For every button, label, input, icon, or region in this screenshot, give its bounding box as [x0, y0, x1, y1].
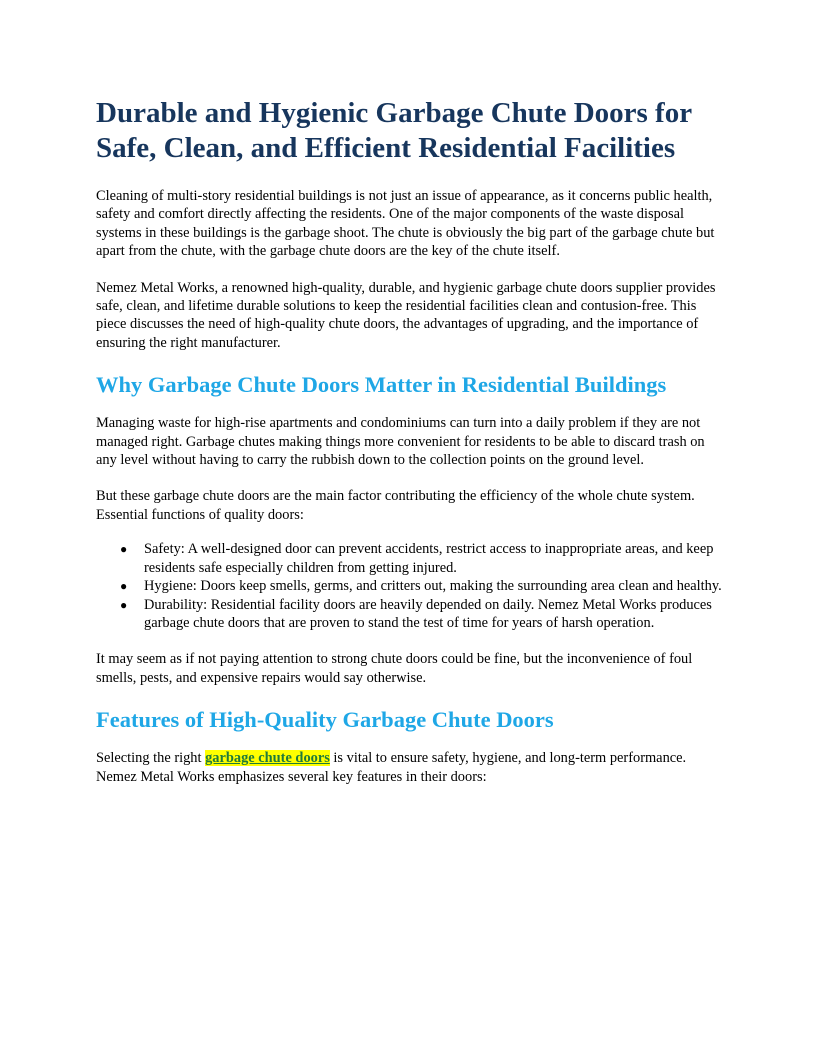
features-text-before-link: Selecting the right: [96, 750, 206, 767]
section-heading-features: Features of High-Quality Garbage Chute Doors: [96, 707, 554, 733]
why-paragraph-3: It may seem as if not paying attention to strong chute doors could be fine, but the inconvenience of foul smells, pests, and expensive repairs would say otherwise.: [96, 651, 693, 686]
section-heading-why: Why Garbage Chute Doors Matter in Residential Buildings: [96, 372, 667, 398]
bullet-icon: ●: [120, 597, 128, 612]
bullet-text-safety: Safety: A well-designed door can prevent accidents, restrict access to inappropriate areas, and keep residents safe especially children from getting injured.: [144, 541, 714, 576]
bullet-text-durability: Durability: Residential facility doors are heavily depended on daily. Nemez Metal Works produces garbage chute doors that are proven to stand the test of time for years of harsh operation.: [144, 596, 712, 631]
page-title: Durable and Hygienic Garbage Chute Doors for Safe, Clean, and Efficient Residential Facilities: [96, 97, 692, 164]
functions-list: [96, 540, 722, 632]
document-page: [96, 96, 722, 786]
bullet-icon: ●: [120, 579, 128, 594]
garbage-chute-doors-link[interactable]: garbage chute doors: [205, 750, 330, 767]
list-item: [96, 577, 722, 595]
intro-paragraph-2: Nemez Metal Works, a renowned high-quality, durable, and hygienic garbage chute doors supplier provides safe, clean, and lifetime durable solutions to keep the residential facilities clean and contusion-free. This piece discusses the need of high-quality chute doors, the advantages of upgrading, and the importance of ensuring the right manufacturer.: [96, 279, 716, 351]
features-paragraph: [96, 749, 722, 786]
why-paragraph-2: But these garbage chute doors are the main factor contributing the efficiency of the whole chute system. Essential functions of quality doors:: [96, 488, 695, 523]
bullet-text-hygiene: Hygiene: Doors keep smells, germs, and critters out, making the surrounding area clean and healthy.: [144, 578, 722, 595]
list-item: [96, 540, 722, 577]
list-item: [96, 596, 722, 633]
features-text-after-link: is vital to ensure safety, hygiene, and long-term performance. Nemez Metal Works emphasizes several key features in their doors:: [96, 750, 687, 785]
why-paragraph-1: Managing waste for high-rise apartments and condominiums can turn into a daily problem if they are not managed right. Garbage chutes making things more convenient for residents to be able to discard trash on any level without having to carry the rubbish down to the collection points on the ground level.: [96, 415, 705, 469]
bullet-icon: ●: [120, 542, 128, 557]
intro-paragraph-1: Cleaning of multi-story residential buildings is not just an issue of appearance, as it concerns public health, safety and comfort directly affecting the residents. One of the major components of the waste disposal systems in these buildings is the garbage shoot. The chute is obviously the big part of the garbage chute but apart from the chute, with the garbage chute doors are the key of the chute itself.: [96, 188, 715, 260]
